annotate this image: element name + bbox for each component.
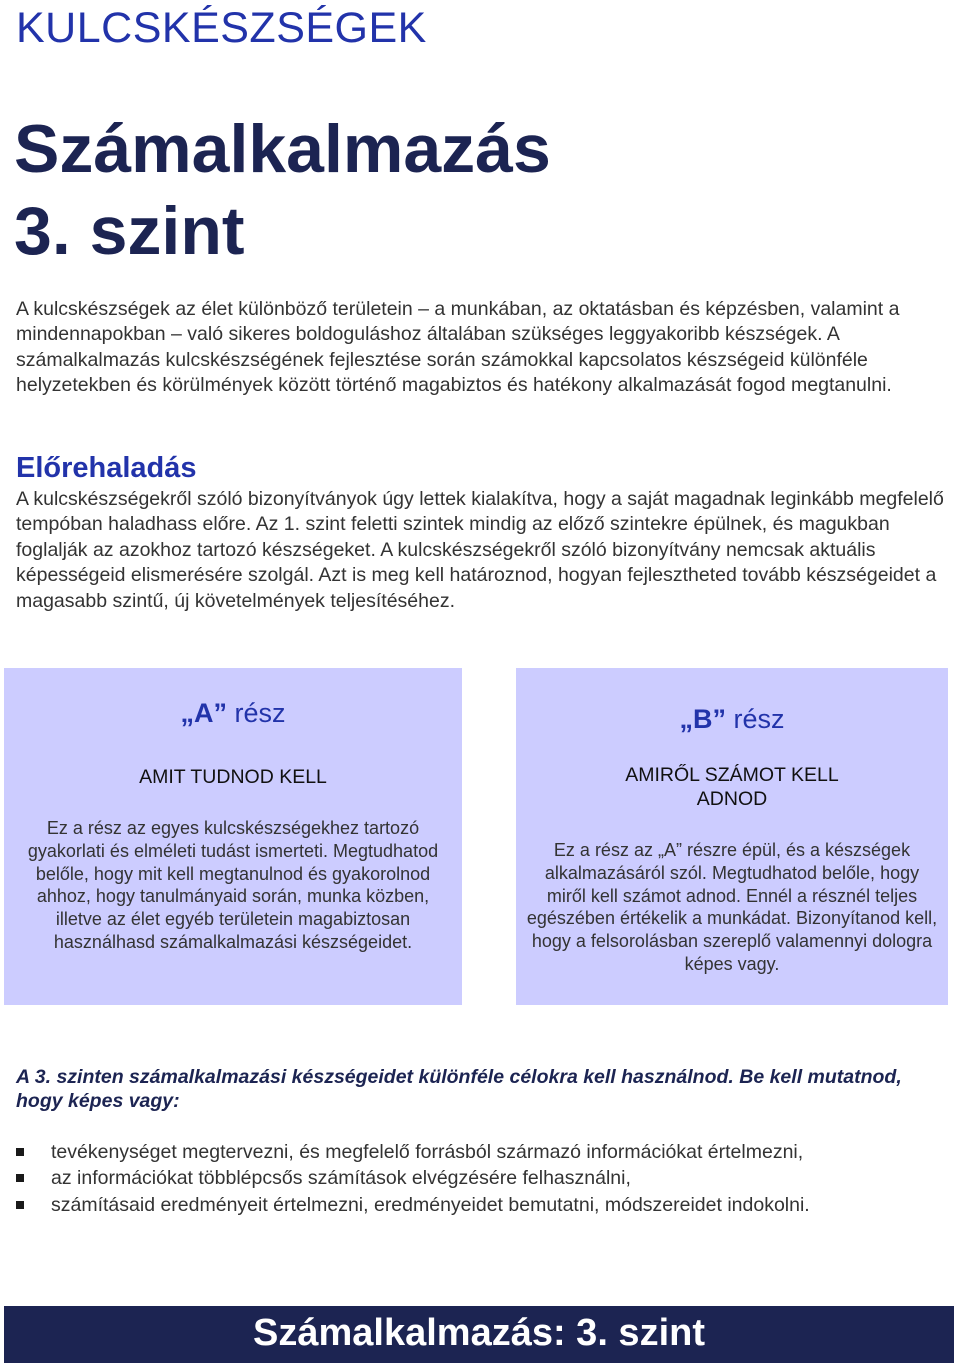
requirements-lead: A 3. szinten számalkalmazási készségeidet különféle célokra kell használnod. Be kell mutatnod, hogy képes vagy: xyxy=(16,1066,902,1112)
square-bullet-icon xyxy=(16,1201,24,1209)
progress-paragraph: A kulcskészségekről szóló bizonyítványok úgy lettek kialakítva, hogy a saját magadnak leginkább megfelelő tempóban haladhass előre. Az 1. szint feletti szintek mindig az előző szintekre épülnek, és magukban foglalják az azokhoz tartozó készségeket. A kulcskészségekről szóló bizonyítvány nemcsak aktuális képességeid elismerésére szolgál. Azt is meg kell határoznod, hogyan fejlesztheted tovább készségeidet a magasabb szintű, új követelmények teljesítéséhez. xyxy=(16,488,944,612)
page-title-line2: 3. szint xyxy=(14,193,245,269)
part-b-subtitle: AMIRŐL SZÁMOT KELL ADNOD xyxy=(625,764,839,810)
part-b-body: Ez a rész az „A” részre épül, és a készségek alkalmazásáról szól. Megtudhatod belőle, hogy miről kell számot adnod. Ennél a résznél teljes egészében értékelik a munkádat. Bizonyítanod kell, hogy a felsorolásban szereplő valamennyi dologra képes vagy. xyxy=(526,840,938,974)
square-bullet-icon xyxy=(16,1148,24,1156)
list-item-text: tevékenységet megtervezni, és megfelelő forrásból származó információkat értelmezni, xyxy=(51,1141,804,1163)
part-a-title xyxy=(4,698,462,729)
list-item xyxy=(16,1165,810,1191)
part-a-body: Ez a rész az egyes kulcskészségekhez tartozó gyakorlati és elméleti tudást ismerteti. Megtudhatod belőle, hogy mit kell megtanulnod és gyakorolnod ahhoz, hogy tanulmányaid során, munka közben, illetve az élet egyéb területein magabiztosan használhasd számalkalmazási készségeidet. xyxy=(27,818,439,952)
part-b-title xyxy=(516,704,948,735)
part-b-label: rész xyxy=(733,704,785,734)
progress-heading: Előrehaladás xyxy=(16,452,197,484)
part-a-subtitle: AMIT TUDNOD KELL xyxy=(139,766,327,788)
part-b-box xyxy=(516,668,948,1005)
footer-band xyxy=(4,1306,954,1363)
category-kicker: KULCSKÉSZSÉGEK xyxy=(16,4,427,52)
list-item-text: számításaid eredményeit értelmezni, eredményeidet bemutatni, módszereidet indokolni. xyxy=(51,1193,810,1216)
requirements-list xyxy=(16,1139,810,1218)
footer-title: Számalkalmazás: 3. szint xyxy=(253,1312,705,1354)
part-b-letter: „B” xyxy=(679,704,726,734)
list-item xyxy=(16,1192,810,1218)
page-title-line1: Számalkalmazás xyxy=(14,111,551,187)
part-a-label: rész xyxy=(234,698,286,728)
part-a-letter: „A” xyxy=(180,698,227,728)
part-a-box xyxy=(4,668,462,1005)
square-bullet-icon xyxy=(16,1174,24,1182)
list-item-text: az információkat többlépcsős számítások elvégzésére felhasználni, xyxy=(51,1167,631,1190)
page-title xyxy=(14,108,551,272)
list-item xyxy=(16,1139,810,1165)
intro-paragraph: A kulcskészségek az élet különböző területein – a munkában, az oktatásban és képzésben, valamint a mindennapokban – való sikeres boldoguláshoz általában szükséges leggyakoribb készségek. A számalkalmazás kulcskészségének fejlesztése során számokkal kapcsolatos készségeid különféle helyzetekben és körülmények között történő magabiztos és hatékony alkalmazását fogod megtanulni. xyxy=(16,298,900,397)
